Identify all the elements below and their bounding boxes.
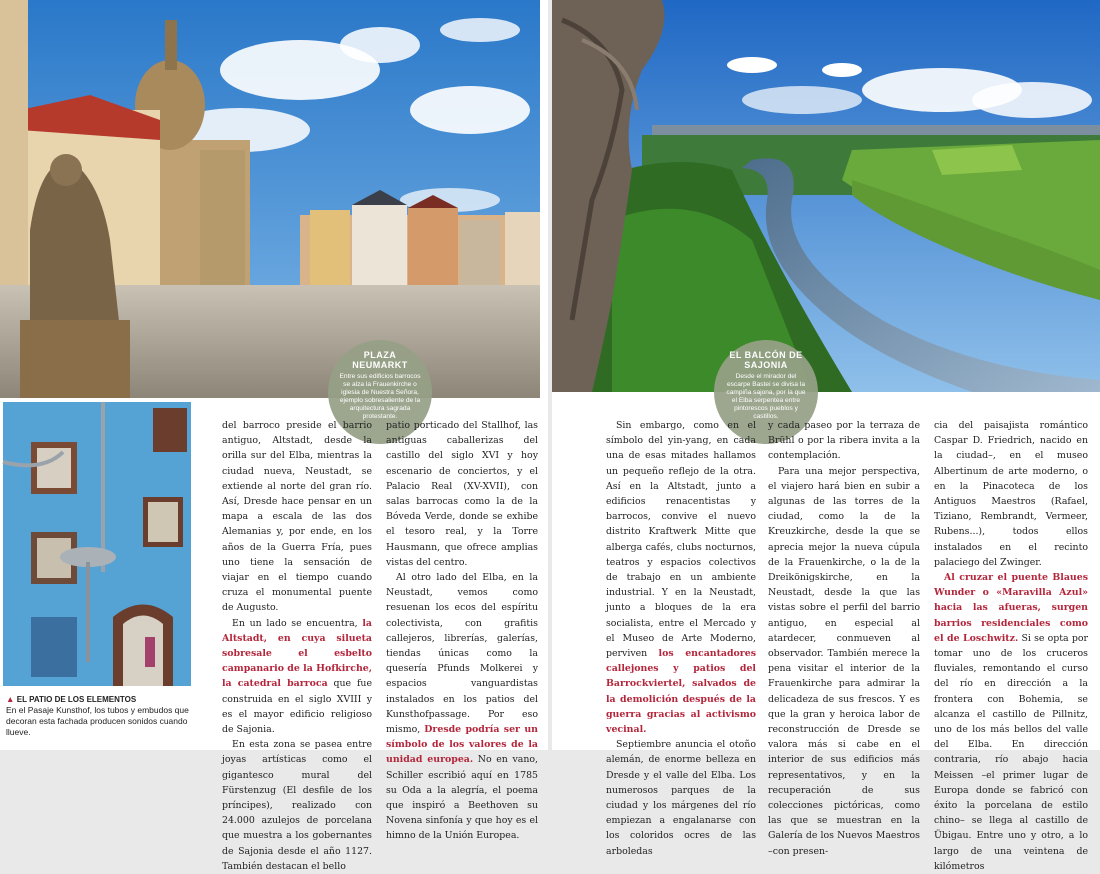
highlight-text: Dresde podría ser un símbolo de los valores de la unidad europea. <box>386 724 538 766</box>
badge-title: PLAZA NEUMARKT <box>352 350 408 370</box>
triangle-icon: ▲ <box>6 694 15 704</box>
left-column-2 <box>386 418 538 844</box>
right-page <box>552 0 1100 872</box>
paragraph: Septiembre anuncia el otoño alemán, de enorme belleza en Dresde y el valle del Elba. Los numerosos parques de la ciudad y los márgenes del río empiezan a engalanarse con los coloridos ocres de las arboledas <box>606 739 756 857</box>
paragraph: Para una mejor perspectiva, el viajero hará bien en subir a algunas de las torres de la ciudad, como la de la Kreuzkirche, desde la que se aprecia mejor la nueva cúpula de la Frauenkirche, o la de la Dreikönigskirche, en la Neustadt, desde la que las vistas sobre el perfil del barrio antiguo, en especial al atardecer, conmueven al observador. También merece la pena visitar el interior de la Frauenkirche para admirar la delicadeza de sus frescos. Y es que la gran y heroica labor de reconstrucción de Dresde se valora más si cabe en el interior de sus edificios más representativos, y en la recuperación de sus colecciones pictóricas, como las que se muestran en la Galería de los Nuevos Maestros –con presen- <box>768 465 920 857</box>
paragraph: y cada paseo por la terraza de Brühl o por la ribera invita a la contemplación. <box>768 420 920 462</box>
highlight-text: Al cruzar el puente Blaues Wunder o «Maravilla Azul» hacia las afueras, surgen barrios residenciales como el de Loschwitz. <box>934 572 1088 644</box>
bastei-photo <box>552 0 1100 392</box>
paragraph <box>222 616 372 738</box>
right-column-3 <box>934 418 1088 874</box>
text-run: Al otro lado del Elba, en la Neustadt, vemos como resuenan los ecos del espíritu colectivista, con grafitis callejeros, librerías, galerías, tiendas únicas como la quesería Pfunds Molkerei y espacios vanguardistas instalados en los patios del Kunsthofpassage. Por eso mismo, <box>386 572 538 736</box>
paragraph <box>606 418 756 737</box>
paragraph: cia del paisajista romántico Caspar D. Friedrich, nacido en la ciudad–, en el museo Albertinum de arte moderno, o en la Pinacoteca de los Antiguos Maestros (Rafael, Tiziano, Rembrandt, Vermeer, Rubens...), todos ellos instalados en el recinto palaciego del Zwinger. <box>934 420 1088 568</box>
caption-text: En el Pasaje Kunsthof, los tubos y embudos que decoran esta fachada producen sonidos cuando llueve. <box>6 705 189 737</box>
left-column-1 <box>222 418 372 874</box>
paragraph: del barroco preside el barrio antiguo, Altstadt, desde la orilla sur del Elba, mientras la ciudad nueva, Neustadt, se extiende al norte del gran río. Así, Dresde hace pensar en un mapa a escala de las dos Alemanias y, por ende, en los años de la Guerra Fría, pues uno tiene la sensación de viajar en el tiempo cuando cruza el monumental puente de Augusto. <box>222 420 372 614</box>
text-run: Sin embargo, como en el símbolo del yin-yang, en cada una de esas mitades hallamos un pequeño reflejo de la otra. Así en la Altstadt, junto a edificios renacentistas y barrocos, convive el nuevo distrito Kraftwerk Mitte que alberga cafés, clubs nocturnos, teatros y espacios colectivos de trabajo en un ambiente industrial. Y en la Neustadt, junto a bloques de la era socialista, entre el Mercado y el Museo de Arte Moderno, perviven <box>606 420 756 660</box>
caption-title: EL PATIO DE LOS ELEMENTOS <box>16 695 137 704</box>
right-column-1 <box>606 418 756 859</box>
kunsthof-caption <box>6 694 196 738</box>
text-run: Si se opta por tomar uno de los cruceros fluviales, remontando el curso del río en dirección a la frontera con Bohemia, se alcanza el castillo de Pillnitz, uno de los más bellos del valle del Elba. En dirección contraria, río abajo hacia Meissen –el primer lugar de Europa donde se fabricó con éxito la porcelana de estilo chino– se llega al castillo de Übigau. Entre uno y otro, a lo largo de una veintena de kilómetros <box>934 632 1088 872</box>
kunsthof-photo <box>3 402 191 686</box>
highlight-text: los encantadores callejones y patios del Barrockviertel, salvados de la demolición después de la guerra gracias al activismo vecinal. <box>606 648 756 736</box>
badge-text: Desde el mirador del escarpe Bastei se divisa la campiña sajona, por la que el Elba serpentea entre pintorescos pueblos y castillos. <box>726 373 806 420</box>
paragraph <box>934 570 1088 874</box>
paragraph: En esta zona se pasea entre joyas artísticas como el gigantesco mural del Fürstenzug (El desfile de los príncipes), realizado con 24.000 azulejos de porcelana que muestra a los gobernantes de Sajonia desde el año 1127. También destacan el bello <box>222 739 372 872</box>
right-column-2 <box>768 418 920 859</box>
text-run: No en vano, Schiller escribió aquí en 1785 su Oda a la alegría, el poema que inspiró a Beethoven su Novena sinfonía y que hoy es el himno de la Unión Europea. <box>386 754 538 842</box>
text-run: que fue construida en el siglo XVIII y es el mayor edificio religioso de Sajonia. <box>222 678 372 736</box>
badge-text: Entre sus edificios barrocos se alza la Frauenkirche o iglesia de Nuestra Señora, ejemplo sobresaliente de la arquitectura sagrada protestante. <box>339 373 421 420</box>
left-page <box>0 0 548 872</box>
highlight-text: la Altstadt, en cuya silueta sobresale el esbelto campanario de la Hofkirche, la catedral barroca <box>222 617 372 690</box>
badge-title: EL BALCÓN DE SAJONIA <box>729 350 803 370</box>
paragraph: patio porticado del Stallhof, las antiguas caballerizas del castillo del siglo XVI y hoy escenario de conciertos, y el Palacio Real (XV-XVII), con salas barrocas como la de la Bóveda Verde, donde se exhibe el tesoro real, y la Torre Hausmann, que ofrece amplias vistas del centro. <box>386 420 538 568</box>
text-run: En un lado se encuentra, <box>232 617 363 629</box>
paragraph <box>386 570 538 844</box>
neumarkt-photo <box>0 0 540 398</box>
